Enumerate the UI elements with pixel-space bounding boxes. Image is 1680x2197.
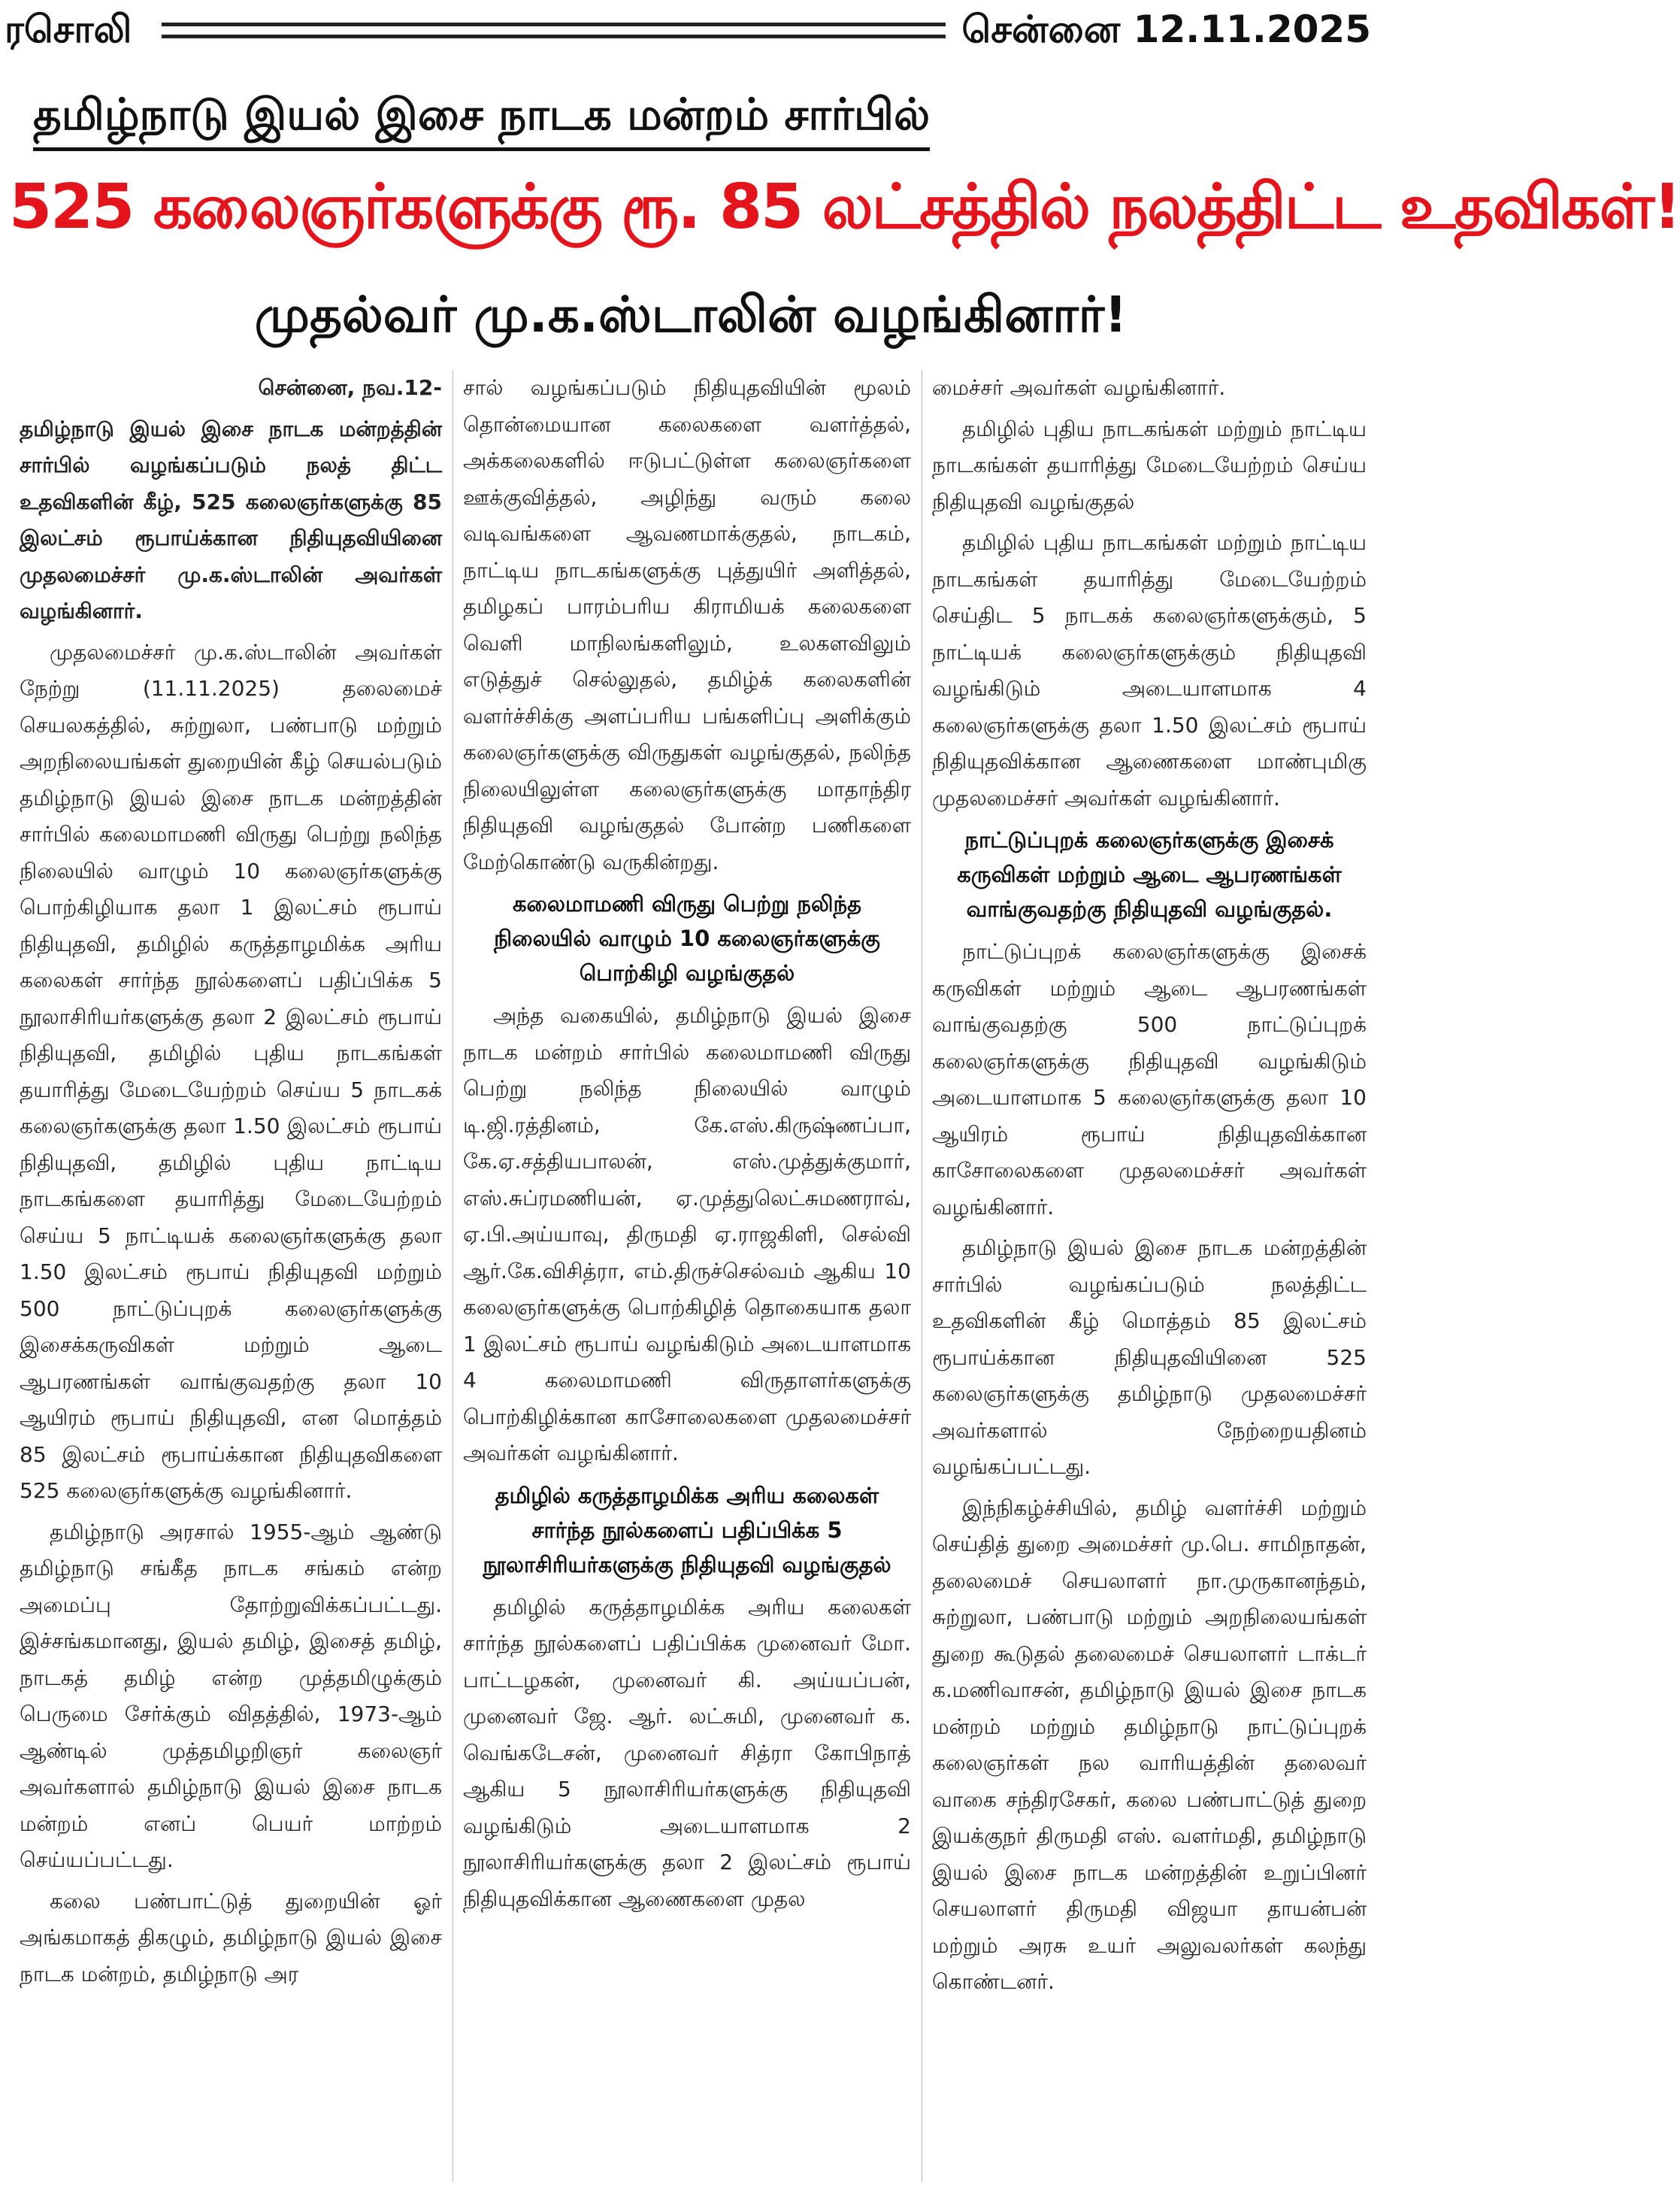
paragraph: சால் வழங்கப்படும் நிதியுதவியின் மூலம் தொன்மையான கலைகளை வளர்த்தல், அக்கலைகளில் ஈடுபட்டுள்ள கலைஞர்களை ஊக்குவித்தல், அழிந்து வரும் கலை வடிவங்களை ஆவணமாக்குதல், நாடகம், நாட்டிய நாடகங்களுக்கு புத்துயிர் அளித்தல், தமிழகப் பாரம்பரிய கிராமியக் கலைகளை வெளி மாநிலங்களிலும், உலகளவிலும் எடுத்துச் செல்லுதல், தமிழ்க் கலைகளின் வளர்ச்சிக்கு அளப்பரிய பங்களிப்பு அளிக்கும் கலைஞர்களுக்கு விருதுகள் வழங்குதல், நலிந்த நிலையிலுள்ள கலைஞர்களுக்கு மாதாந்திர நிதியுதவி வழங்குதல் போன்ற பணிகளை மேற்கொண்டு வருகின்றது. (463, 375, 911, 874)
paragraph: தமிழில் கருத்தாழமிக்க அரிய கலைகள் சார்ந்த நூல்களைப் பதிப்பிக்க முனைவர் மோ. பாட்டழகன், முனைவர் கி. அய்யப்பன், முனைவர் ஜே. ஆர். லட்சுமி, முனைவர் க. வெங்கடேசன், முனைவர் சித்ரா கோபிநாத் ஆகிய 5 நூலாசிரியர்களுக்கு நிதியுதவி வழங்கிடும் அடையாளமாக 2 நூலாசிரியர்களுக்கு தலா 2 இலட்சம் ரூபாய் நிதியுதவிக்கான ஆணைகளை முதல (463, 1594, 911, 1911)
section-subheading: நாட்டுப்புறக் கலைஞர்களுக்கு இசைக் கருவிகள் மற்றும் ஆடை ஆபரணங்கள் வாங்குவதற்கு நிதியுதவி வழங்குதல். (957, 827, 1342, 922)
article-column-3 (932, 370, 1367, 2188)
article-column-2 (463, 370, 911, 2188)
article-dateline: சென்னை, நவ.12- (258, 375, 442, 400)
masthead-rule-top (162, 23, 946, 26)
paragraph: இந்நிகழ்ச்சியில், தமிழ் வளர்ச்சி மற்றும் செய்தித் துறை அமைச்சர் மு.பெ. சாமிநாதன், தலைமைச் செயலாளர் நா.முருகானந்தம், சுற்றுலா, பண்பாடு மற்றும் அறநிலையங்கள் துறை கூடுதல் தலைமைச் செயலாளர் டாக்டர் க.மணிவாசன், தமிழ்நாடு இயல் இசை நாடக மன்றம் மற்றும் தமிழ்நாடு நாட்டுப்புறக் கலைஞர்கள் நல வாரியத்தின் தலைவர் வாகை சந்திரசேகர், கலை பண்பாட்டுத் துறை இயக்குநர் திருமதி எஸ். வளர்மதி, தமிழ்நாடு இயல் இசை நாடக மன்றத்தின் உறுப்பினர் செயலாளர் திருமதி விஜயா தாயன்பன் மற்றும் அரசு உயர் அலுவலர்கள் கலந்து கொண்டனர். (932, 1495, 1367, 1994)
masthead-rule-bottom (162, 35, 946, 38)
article-subhead: முதல்வர் மு.க.ஸ்டாலின் வழங்கினார்! (254, 286, 1128, 344)
paragraph: தமிழ்நாடு இயல் இசை நாடக மன்றத்தின் சார்பில் வழங்கப்படும் நலத்திட்ட உதவிகளின் கீழ் மொத்தம் 85 இலட்சம் ரூபாய்க்கான நிதியுதவியினை 525 கலைஞர்களுக்கு தமிழ்நாடு முதலமைச்சர் அவர்களால் நேற்றையதினம் வழங்கப்பட்டது. (932, 1235, 1367, 1479)
article-kicker: தமிழ்நாடு இயல் இசை நாடக மன்றம் சார்பில் (33, 89, 930, 151)
section-subheading: தமிழில் கருத்தாழமிக்க அரிய கலைகள் சார்ந்த நூல்களைப் பதிப்பிக்க 5 நூலாசிரியர்களுக்கு நிதியுதவி வழங்குதல் (483, 1482, 891, 1577)
article-lead: தமிழ்நாடு இயல் இசை நாடக மன்றத்தின் சார்பில் வழங்கப்படும் நலத் திட்ட உதவிகளின் கீழ், 525 கலைஞர்களுக்கு 85 இலட்சம் ரூபாய்க்கான நிதியுதவியினை முதலமைச்சர் மு.க.ஸ்டாலின் அவர்கள் வழங்கினார். (20, 416, 442, 623)
paragraph: அந்த வகையில், தமிழ்நாடு இயல் இசை நாடக மன்றம் சார்பில் கலைமாமணி விருது பெற்று நலிந்த நிலையில் வாழும் டி.ஜி.ரத்தினம், கே.எஸ்.கிருஷ்ணப்பா, கே.ஏ.சத்தியபாலன், எஸ்.முத்துக்குமார், எஸ்.சுப்ரமணியன், ஏ.முத்துலெட்சுமணராவ், ஏ.பி.அய்யாவு, திருமதி ஏ.ராஜகிளி, செல்வி ஆர்.கே.விசித்ரா, எம்.திருச்செல்வம் ஆகிய 10 கலைஞர்களுக்கு பொற்கிழித் தொகையாக தலா 1 இலட்சம் ரூபாய் வழங்கிடும் அடையாளமாக 4 கலைமாமணி விருதாளர்களுக்கு பொற்கிழிக்கான காசோலைகளை முதலமைச்சர் அவர்கள் வழங்கினார். (463, 1003, 911, 1465)
newspaper-name: ரசொலி (5, 8, 132, 51)
paragraph: நாட்டுப்புறக் கலைஞர்களுக்கு இசைக் கருவிகள் மற்றும் ஆடை ஆபரணங்கள் வாங்குவதற்கு 500 நாட்டுப்புறக் கலைஞர்களுக்கு நிதியுதவி வழங்கிடும் அடையாளமாக 5 கலைஞர்களுக்கு தலா 10 ஆயிரம் ரூபாய் நிதியுதவிக்கான காசோலைகளை முதலமைச்சர் அவர்கள் வழங்கினார். (932, 939, 1367, 1220)
masthead (0, 0, 1382, 65)
paragraph: கலை பண்பாட்டுத் துறையின் ஓர் அங்கமாகத் திகழும், தமிழ்நாடு இயல் இசை நாடக மன்றம், தமிழ்நாடு அர (20, 1888, 442, 1986)
article-column-1 (20, 370, 442, 2188)
paragraph: முதலமைச்சர் மு.க.ஸ்டாலின் அவர்கள் நேற்று (11.11.2025) தலைமைச் செயலகத்தில், சுற்றுலா, பண்பாடு மற்றும் அறநிலையங்கள் துறையின் கீழ் செயல்படும் தமிழ்நாடு இயல் இசை நாடக மன்றத்தின் சார்பில் கலைமாமணி விருது பெற்று நலிந்த நிலையில் வாழும் 10 கலைஞர்களுக்கு பொற்கிழியாக தலா 1 இலட்சம் ரூபாய் நிதியுதவி, தமிழில் கருத்தாழமிக்க அரிய கலைகள் சார்ந்த நூல்களைப் பதிப்பிக்க 5 நூலாசிரியர்களுக்கு தலா 2 இலட்சம் ரூபாய் நிதியுதவி, தமிழில் புதிய நாடகங்கள் தயாரித்து மேடையேற்றம் செய்ய 5 நாடகக் கலைஞர்களுக்கு தலா 1.50 இலட்சம் ரூபாய் நிதியுதவி, தமிழில் புதிய நாட்டிய நாடகங்களை தயாரித்து மேடையேற்றம் செய்ய 5 நாட்டியக் கலைஞர்களுக்கு தலா 1.50 இலட்சம் ரூபாய் நிதியுதவி மற்றும் 500 நாட்டுப்புறக் கலைஞர்களுக்கு இசைக்கருவிகள் மற்றும் ஆடை ஆபரணங்கள் வாங்குவதற்கு தலா 10 ஆயிரம் ரூபாய் நிதியுதவி, என மொத்தம் 85 இலட்சம் ரூபாய்க்கான நிதியுதவிகளை 525 கலைஞர்களுக்கு வழங்கினார். (20, 639, 442, 1503)
section-subheading: கலைமாமணி விருது பெற்று நலிந்த நிலையில் வாழும் 10 கலைஞர்களுக்கு பொற்கிழி வழங்குதல் (494, 891, 880, 986)
paragraph: தமிழ்நாடு அரசால் 1955-ஆம் ஆண்டு தமிழ்நாடு சங்கீத நாடக சங்கம் என்ற அமைப்பு தோற்றுவிக்கப்பட்டது. இச்சங்கமானது, இயல் தமிழ், இசைத் தமிழ், நாடகத் தமிழ் என்ற முத்தமிழுக்கும் பெருமை சேர்க்கும் விதத்தில், 1973-ஆம் ஆண்டில் முத்தமிழறிஞர் கலைஞர் அவர்களால் தமிழ்நாடு இயல் இசை நாடக மன்றம் எனப் பெயர் மாற்றம் செய்யப்பட்டது. (20, 1519, 442, 1872)
article-headline: 525 கலைஞர்களுக்கு ரூ. 85 லட்சத்தில் நலத்திட்ட உதவிகள்! (9, 171, 1680, 243)
paragraph: தமிழில் புதிய நாடகங்கள் மற்றும் நாட்டிய நாடகங்கள் தயாரித்து மேடையேற்றம் செய்ய நிதியுதவி வழங்குதல் (932, 416, 1367, 514)
paragraph: மைச்சர் அவர்கள் வழங்கினார். (932, 375, 1226, 400)
edition-dateline: சென்னை 12.11.2025 (961, 8, 1371, 51)
paragraph: தமிழில் புதிய நாடகங்கள் மற்றும் நாட்டிய நாடகங்கள் தயாரித்து மேடையேற்றம் செய்திட 5 நாடகக் கலைஞர்களுக்கும், 5 நாட்டியக் கலைஞர்களுக்கும் நிதியுதவி வழங்கிடும் அடையாளமாக 4 கலைஞர்களுக்கு தலா 1.50 இலட்சம் ரூபாய் நிதியுதவிக்கான ஆணைகளை மாண்புமிகு முதலமைச்சர் அவர்கள் வழங்கினார். (932, 530, 1367, 811)
